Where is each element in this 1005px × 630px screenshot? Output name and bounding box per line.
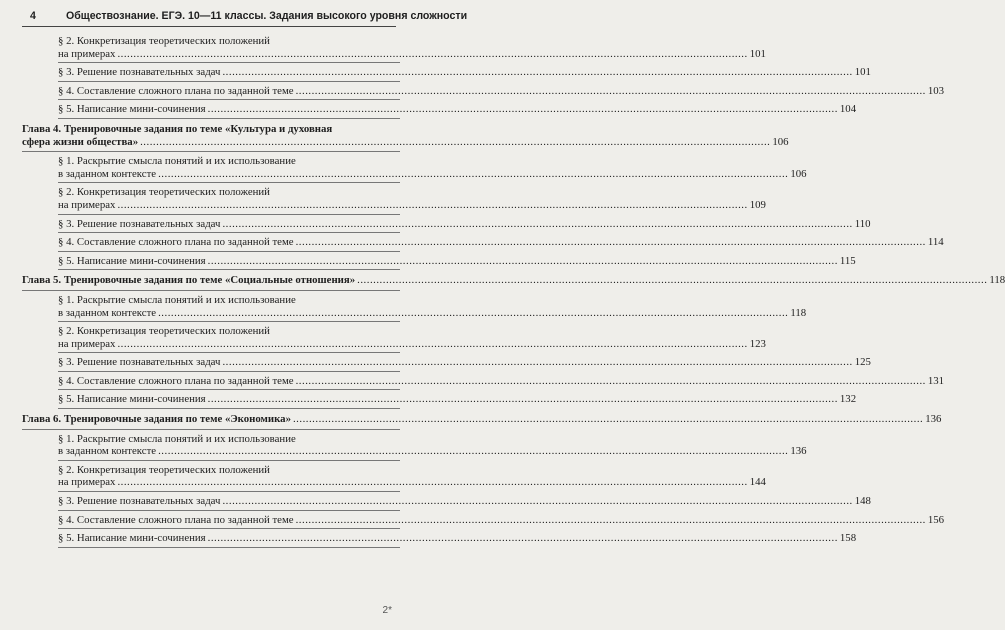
toc-item	[58, 252, 856, 271]
toc-entry-text: § 2. Конкретизация теоретических положений	[58, 35, 270, 47]
dot-leader	[208, 103, 838, 116]
toc-item	[58, 152, 807, 183]
dot-leader	[117, 199, 747, 212]
toc-entry-text: § 5. Написание мини-сочинения	[58, 393, 206, 406]
toc-entry-text: § 2. Конкретизация теоретических положений	[58, 325, 270, 338]
toc-page-number: 118	[790, 306, 807, 319]
dot-leader	[222, 356, 852, 369]
toc-item	[58, 492, 871, 511]
dot-leader	[222, 495, 852, 508]
toc-page-number: 132	[839, 393, 857, 406]
toc-entry-text: в заданном контексте	[58, 445, 157, 458]
toc-page-number: 114	[927, 236, 944, 249]
dot-leader	[222, 66, 852, 79]
dot-leader	[296, 236, 926, 249]
toc-page-number: 103	[927, 84, 945, 97]
toc-chapter	[22, 409, 942, 430]
toc-entry-text: § 2. Конкретизация теоретических положений	[58, 463, 270, 476]
toc-entry-text: Глава 6. Тренировочные задания по теме «Экономика»	[22, 413, 291, 426]
toc-page-number: 109	[749, 198, 766, 211]
dot-leader	[296, 85, 926, 98]
toc-entry-text: § 5. Написание мини-сочинения	[58, 254, 206, 267]
toc-entry-last-line	[58, 495, 871, 508]
page-number: 4	[30, 10, 36, 22]
toc-item	[58, 291, 807, 322]
toc-item	[58, 32, 766, 63]
toc-item	[58, 372, 945, 391]
toc-entry-last-line	[58, 167, 807, 181]
toc-item	[58, 233, 944, 252]
toc-entry-last-line	[58, 198, 766, 212]
toc-entry-last-line	[58, 374, 945, 388]
table-of-contents	[22, 32, 1005, 548]
dot-leader	[117, 48, 747, 61]
toc-separator	[58, 547, 400, 548]
toc-item	[58, 82, 945, 101]
toc-entry-last-line	[22, 274, 1005, 287]
dot-leader	[208, 532, 838, 545]
toc-entry-text: сфера жизни общества»	[22, 135, 139, 148]
toc-entry-last-line	[22, 135, 789, 149]
toc-page-number: 144	[749, 476, 766, 489]
toc-entry-text: на примерах	[58, 47, 116, 60]
dot-leader	[140, 136, 770, 149]
toc-page-number: 125	[854, 356, 871, 369]
toc-page-number: 101	[854, 66, 871, 79]
toc-page-number: 106	[772, 135, 789, 148]
dot-leader	[158, 168, 788, 181]
toc-entry-text: § 4. Составление сложного плана по заданной теме	[58, 374, 294, 387]
toc-entry-text: § 4. Составление сложного плана по заданной теме	[58, 236, 294, 249]
toc-entry-text: § 3. Решение познавательных задач	[58, 66, 221, 79]
toc-entry-last-line	[58, 254, 856, 268]
toc-entry-last-line	[58, 217, 871, 231]
dot-leader	[158, 307, 788, 320]
toc-page-number: 136	[790, 445, 807, 458]
toc-entry-text: § 5. Написание мини-сочинения	[58, 103, 206, 116]
toc-entry-last-line	[58, 66, 871, 79]
dot-leader	[117, 338, 747, 351]
toc-entry-text: § 4. Составление сложного плана по заданной теме	[58, 513, 294, 526]
toc-item	[58, 529, 857, 548]
toc-entry-last-line	[58, 445, 807, 458]
toc-entry-text: § 1. Раскрытие смысла понятий и их использование	[58, 293, 296, 306]
toc-entry-text: § 1. Раскрытие смысла понятий и их использование	[58, 155, 296, 168]
toc-entry-text: Глава 5. Тренировочные задания по теме «Социальные отношения»	[22, 274, 356, 287]
toc-item	[58, 183, 766, 214]
dot-leader	[208, 255, 838, 268]
dot-leader	[357, 274, 987, 287]
toc-page-number: 136	[925, 413, 942, 426]
running-title: Обществознание. ЕГЭ. 10—11 классы. Задания высокого уровня сложности	[66, 10, 468, 22]
toc-page-number: 115	[839, 254, 856, 267]
toc-item	[58, 390, 857, 409]
toc-entry-text: § 2. Конкретизация теоретических положений	[58, 186, 270, 199]
toc-page-number: 148	[854, 495, 871, 508]
toc-entry-text: § 4. Составление сложного плана по заданной теме	[58, 84, 294, 97]
toc-page-number: 101	[749, 47, 766, 60]
toc-page-number: 104	[839, 103, 857, 116]
toc-item	[58, 461, 766, 492]
dot-leader	[296, 514, 926, 527]
toc-entry-last-line	[58, 103, 857, 116]
toc-page-number: 118	[989, 274, 1005, 287]
toc-entry-last-line	[58, 513, 945, 527]
toc-page-number: 131	[927, 374, 945, 387]
toc-entry-last-line	[58, 476, 766, 489]
dot-leader	[208, 393, 838, 406]
toc-chapter	[22, 119, 789, 152]
toc-item	[58, 430, 807, 461]
toc-entry-text: § 3. Решение познавательных задач	[58, 217, 221, 230]
toc-entry-last-line	[58, 47, 766, 61]
toc-chapter	[22, 270, 1005, 291]
toc-page-number: 106	[790, 167, 807, 180]
toc-entry-text: § 3. Решение познавательных задач	[58, 495, 221, 508]
toc-item	[58, 100, 857, 119]
toc-entry-last-line	[58, 236, 944, 249]
toc-entry-text: Глава 4. Тренировочные задания по теме «Культура и духовная	[22, 122, 333, 135]
toc-entry-last-line	[58, 393, 857, 406]
toc-entry-text: на примерах	[58, 337, 116, 350]
running-header	[22, 9, 468, 23]
toc-entry-text: § 3. Решение познавательных задач	[58, 356, 221, 369]
toc-entry-text: в заданном контексте	[58, 167, 157, 180]
toc-item	[58, 63, 871, 82]
dot-leader	[158, 445, 788, 458]
toc-item	[58, 353, 871, 372]
toc-entry-text: на примерах	[58, 476, 116, 489]
toc-entry-last-line	[22, 413, 942, 426]
toc-item	[58, 511, 945, 530]
signature-mark: 2*	[382, 605, 392, 616]
toc-page-number: 156	[927, 513, 945, 526]
toc-item	[58, 215, 871, 234]
toc-entry-last-line	[58, 84, 945, 98]
dot-leader	[117, 476, 747, 489]
dot-leader	[222, 218, 852, 231]
toc-entry-text: § 1. Раскрытие смысла понятий и их использование	[58, 432, 296, 445]
dot-leader	[296, 375, 926, 388]
toc-entry-last-line	[58, 306, 807, 320]
toc-entry-last-line	[58, 337, 766, 351]
toc-page-number: 123	[749, 337, 766, 350]
toc-entry-text: § 5. Написание мини-сочинения	[58, 532, 206, 545]
toc-entry-text: в заданном контексте	[58, 306, 157, 319]
toc-item	[58, 322, 766, 353]
toc-entry-last-line	[58, 532, 857, 545]
toc-entry-text: на примерах	[58, 198, 116, 211]
toc-page-number: 110	[854, 217, 871, 230]
toc-page-number: 158	[839, 532, 857, 545]
toc-entry-last-line	[58, 356, 871, 369]
dot-leader	[293, 413, 923, 426]
header-rule	[22, 26, 396, 27]
